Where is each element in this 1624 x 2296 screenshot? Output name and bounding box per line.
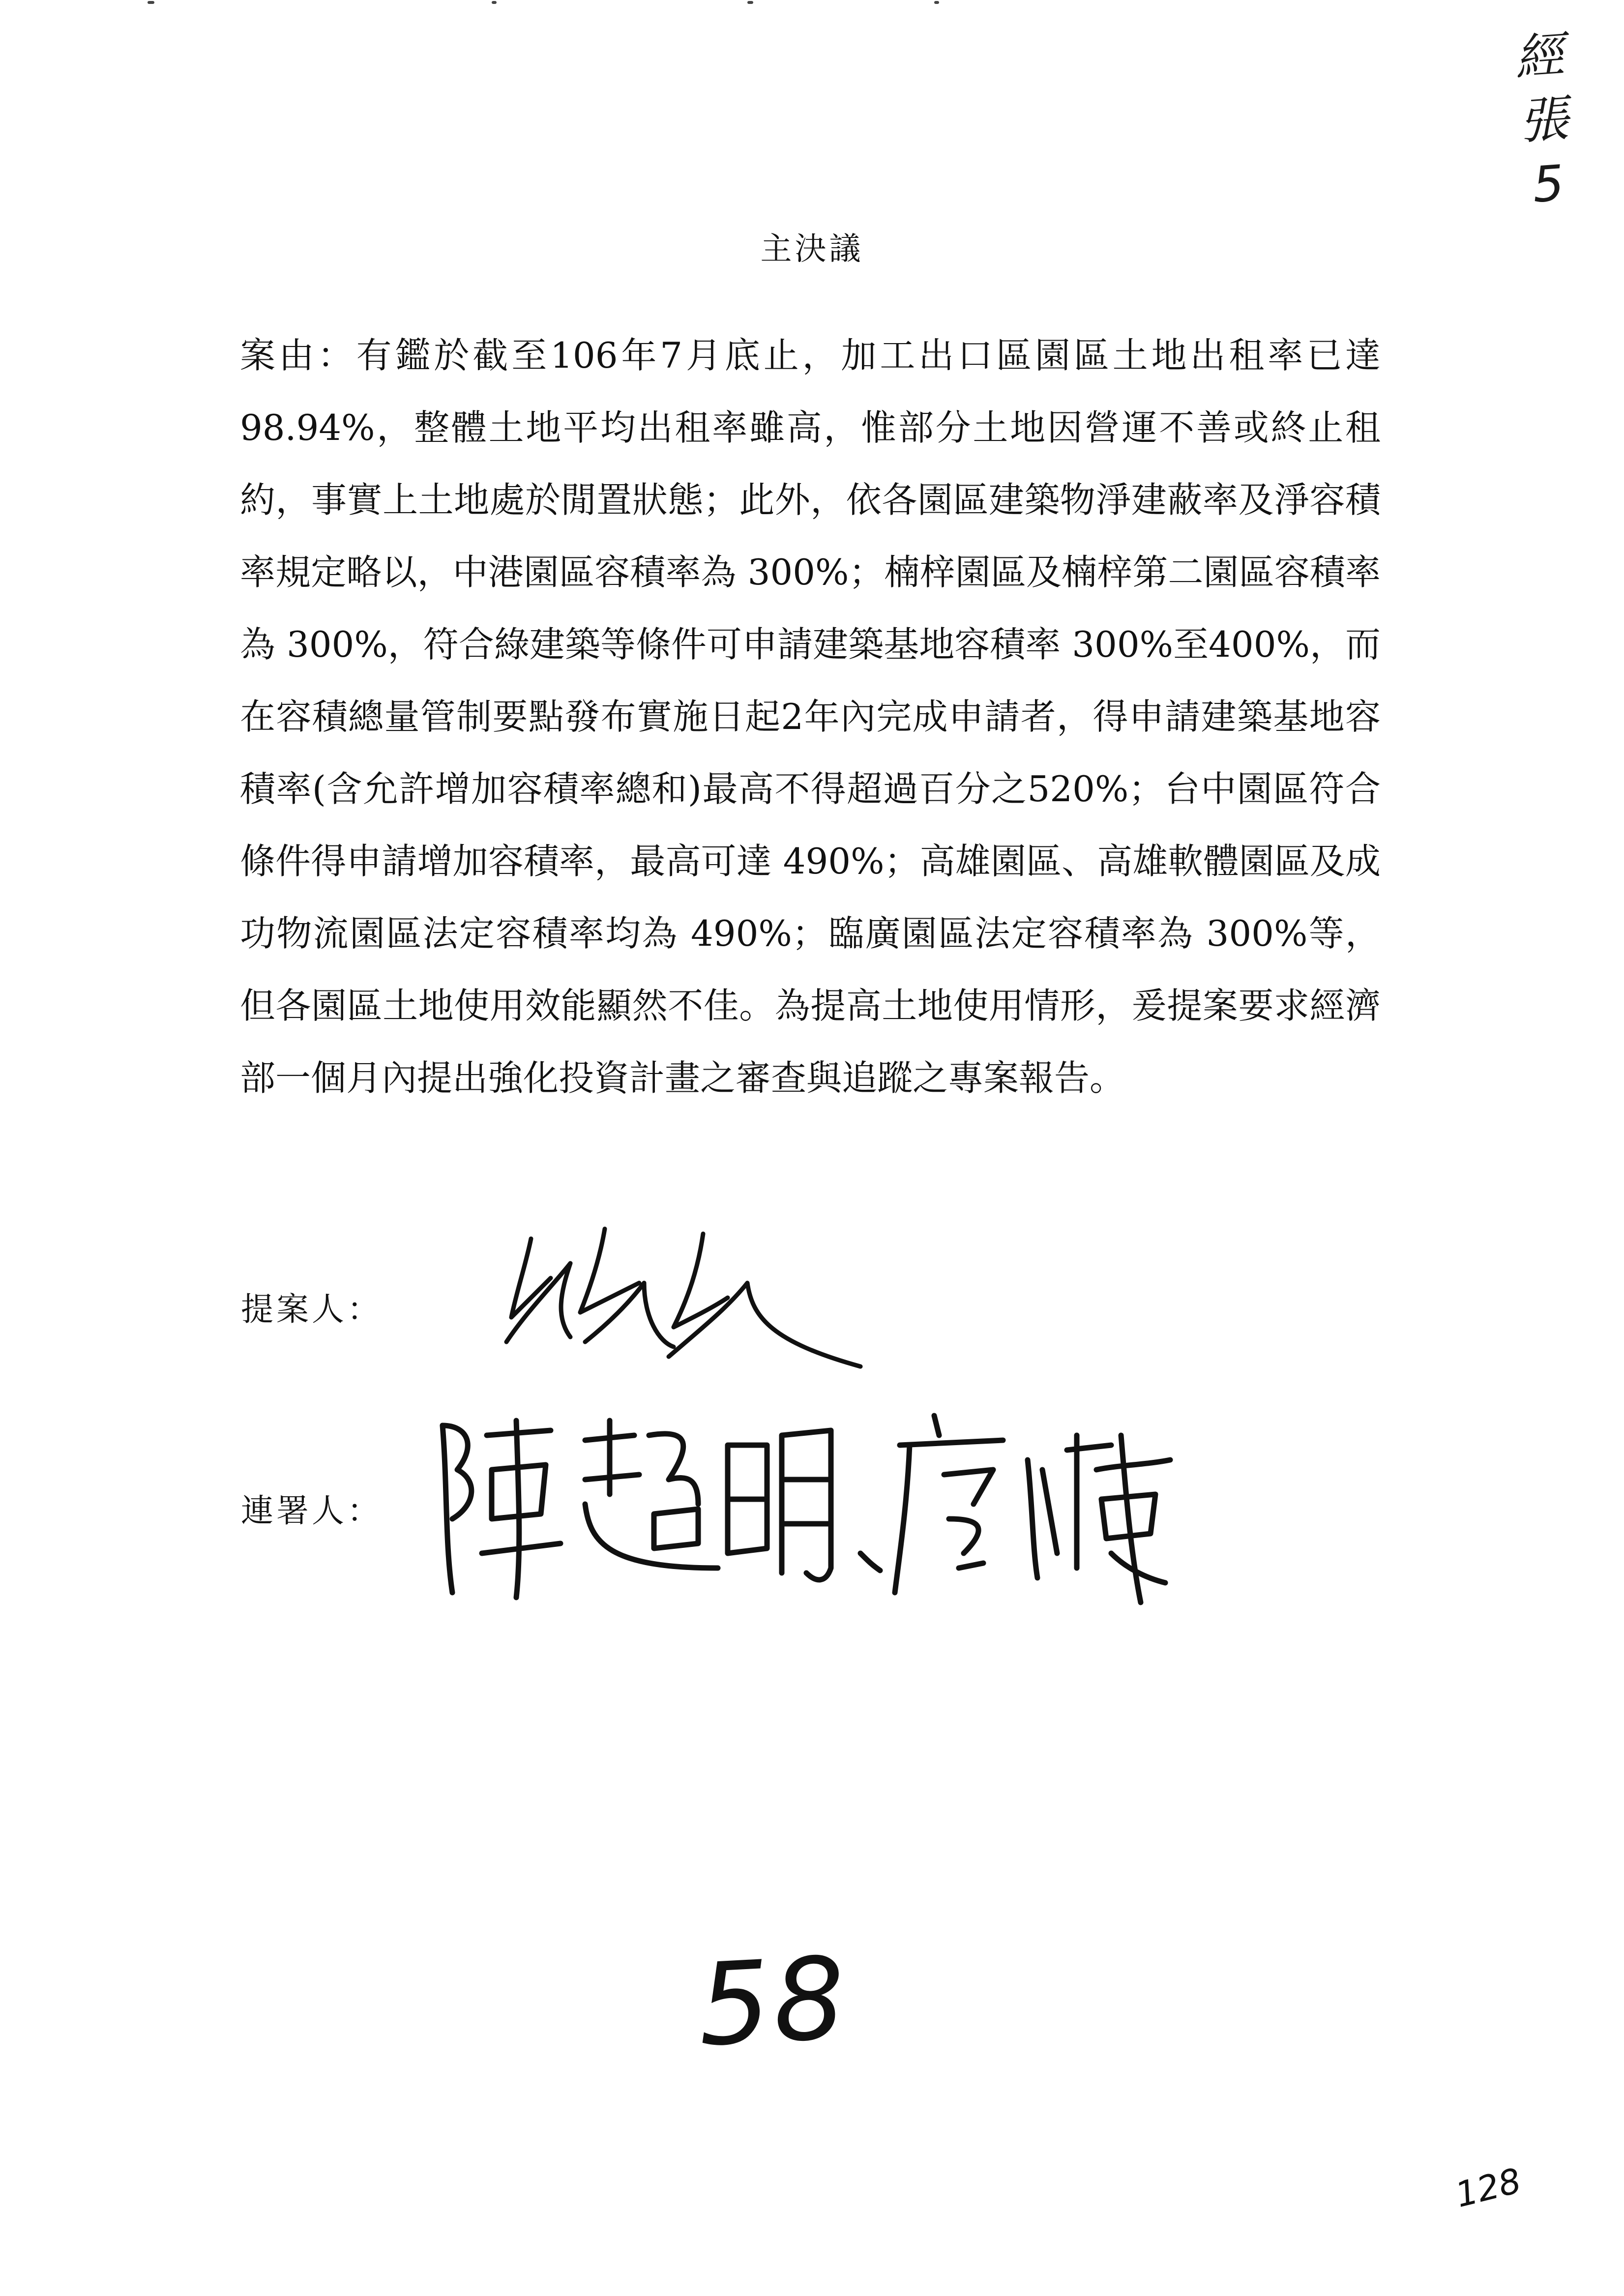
handwritten-page-number: 58 (695, 1933, 852, 2072)
folio-number: 128 (1451, 2160, 1525, 2215)
corner-handwritten-note (1501, 22, 1588, 219)
cosigner-label: 連署人： (241, 1492, 383, 1530)
corner-note-line: 5 (1531, 154, 1566, 214)
scan-speck (492, 1, 497, 4)
corner-note-line: 張 (1517, 89, 1570, 151)
scan-speck (148, 1, 154, 4)
proposer-label: 提案人： (241, 1290, 383, 1328)
scan-speck (747, 1, 753, 4)
corner-note-line: 經 (1512, 26, 1566, 87)
scan-speck (934, 1, 939, 4)
document-title: 主決議 (760, 231, 864, 267)
proposer-signature (497, 1219, 870, 1381)
resolution-body: 案由：有鑑於截至106年7月底止，加工出口區園區土地出租率已達98.94%，整體土地平均出租率雖高，惟部分土地因營運不善或終止租約，事實上土地處於閒置狀態；此外，依各園區建築物淨建蔽率及淨容積率規定略以，中港園區容積率為 300%；楠梓園區及楠梓第二園區容積率為 300%，符合綠建築等條件可申請建築基地容積率 300%至400%，而在容積總量管制要點發布實施日起2年內完成申請者，得申請建築基地容積率(含允許增加容積率總和)最高不得超過百分之520%；台中園區符合條件得申請增加容積率，最高可達 490%；高雄園區、高雄軟體園區及成功物流園區法定容積率均為 490%；臨廣園區法定容積率為 300%等，但各園區土地使用效能顯然不佳。為提高土地使用情形，爰提案要求經濟部一個月內提出強化投資計畫之審查與追蹤之專案報告。 (240, 335, 1381, 1099)
cosigner-signatures (423, 1406, 1210, 1612)
